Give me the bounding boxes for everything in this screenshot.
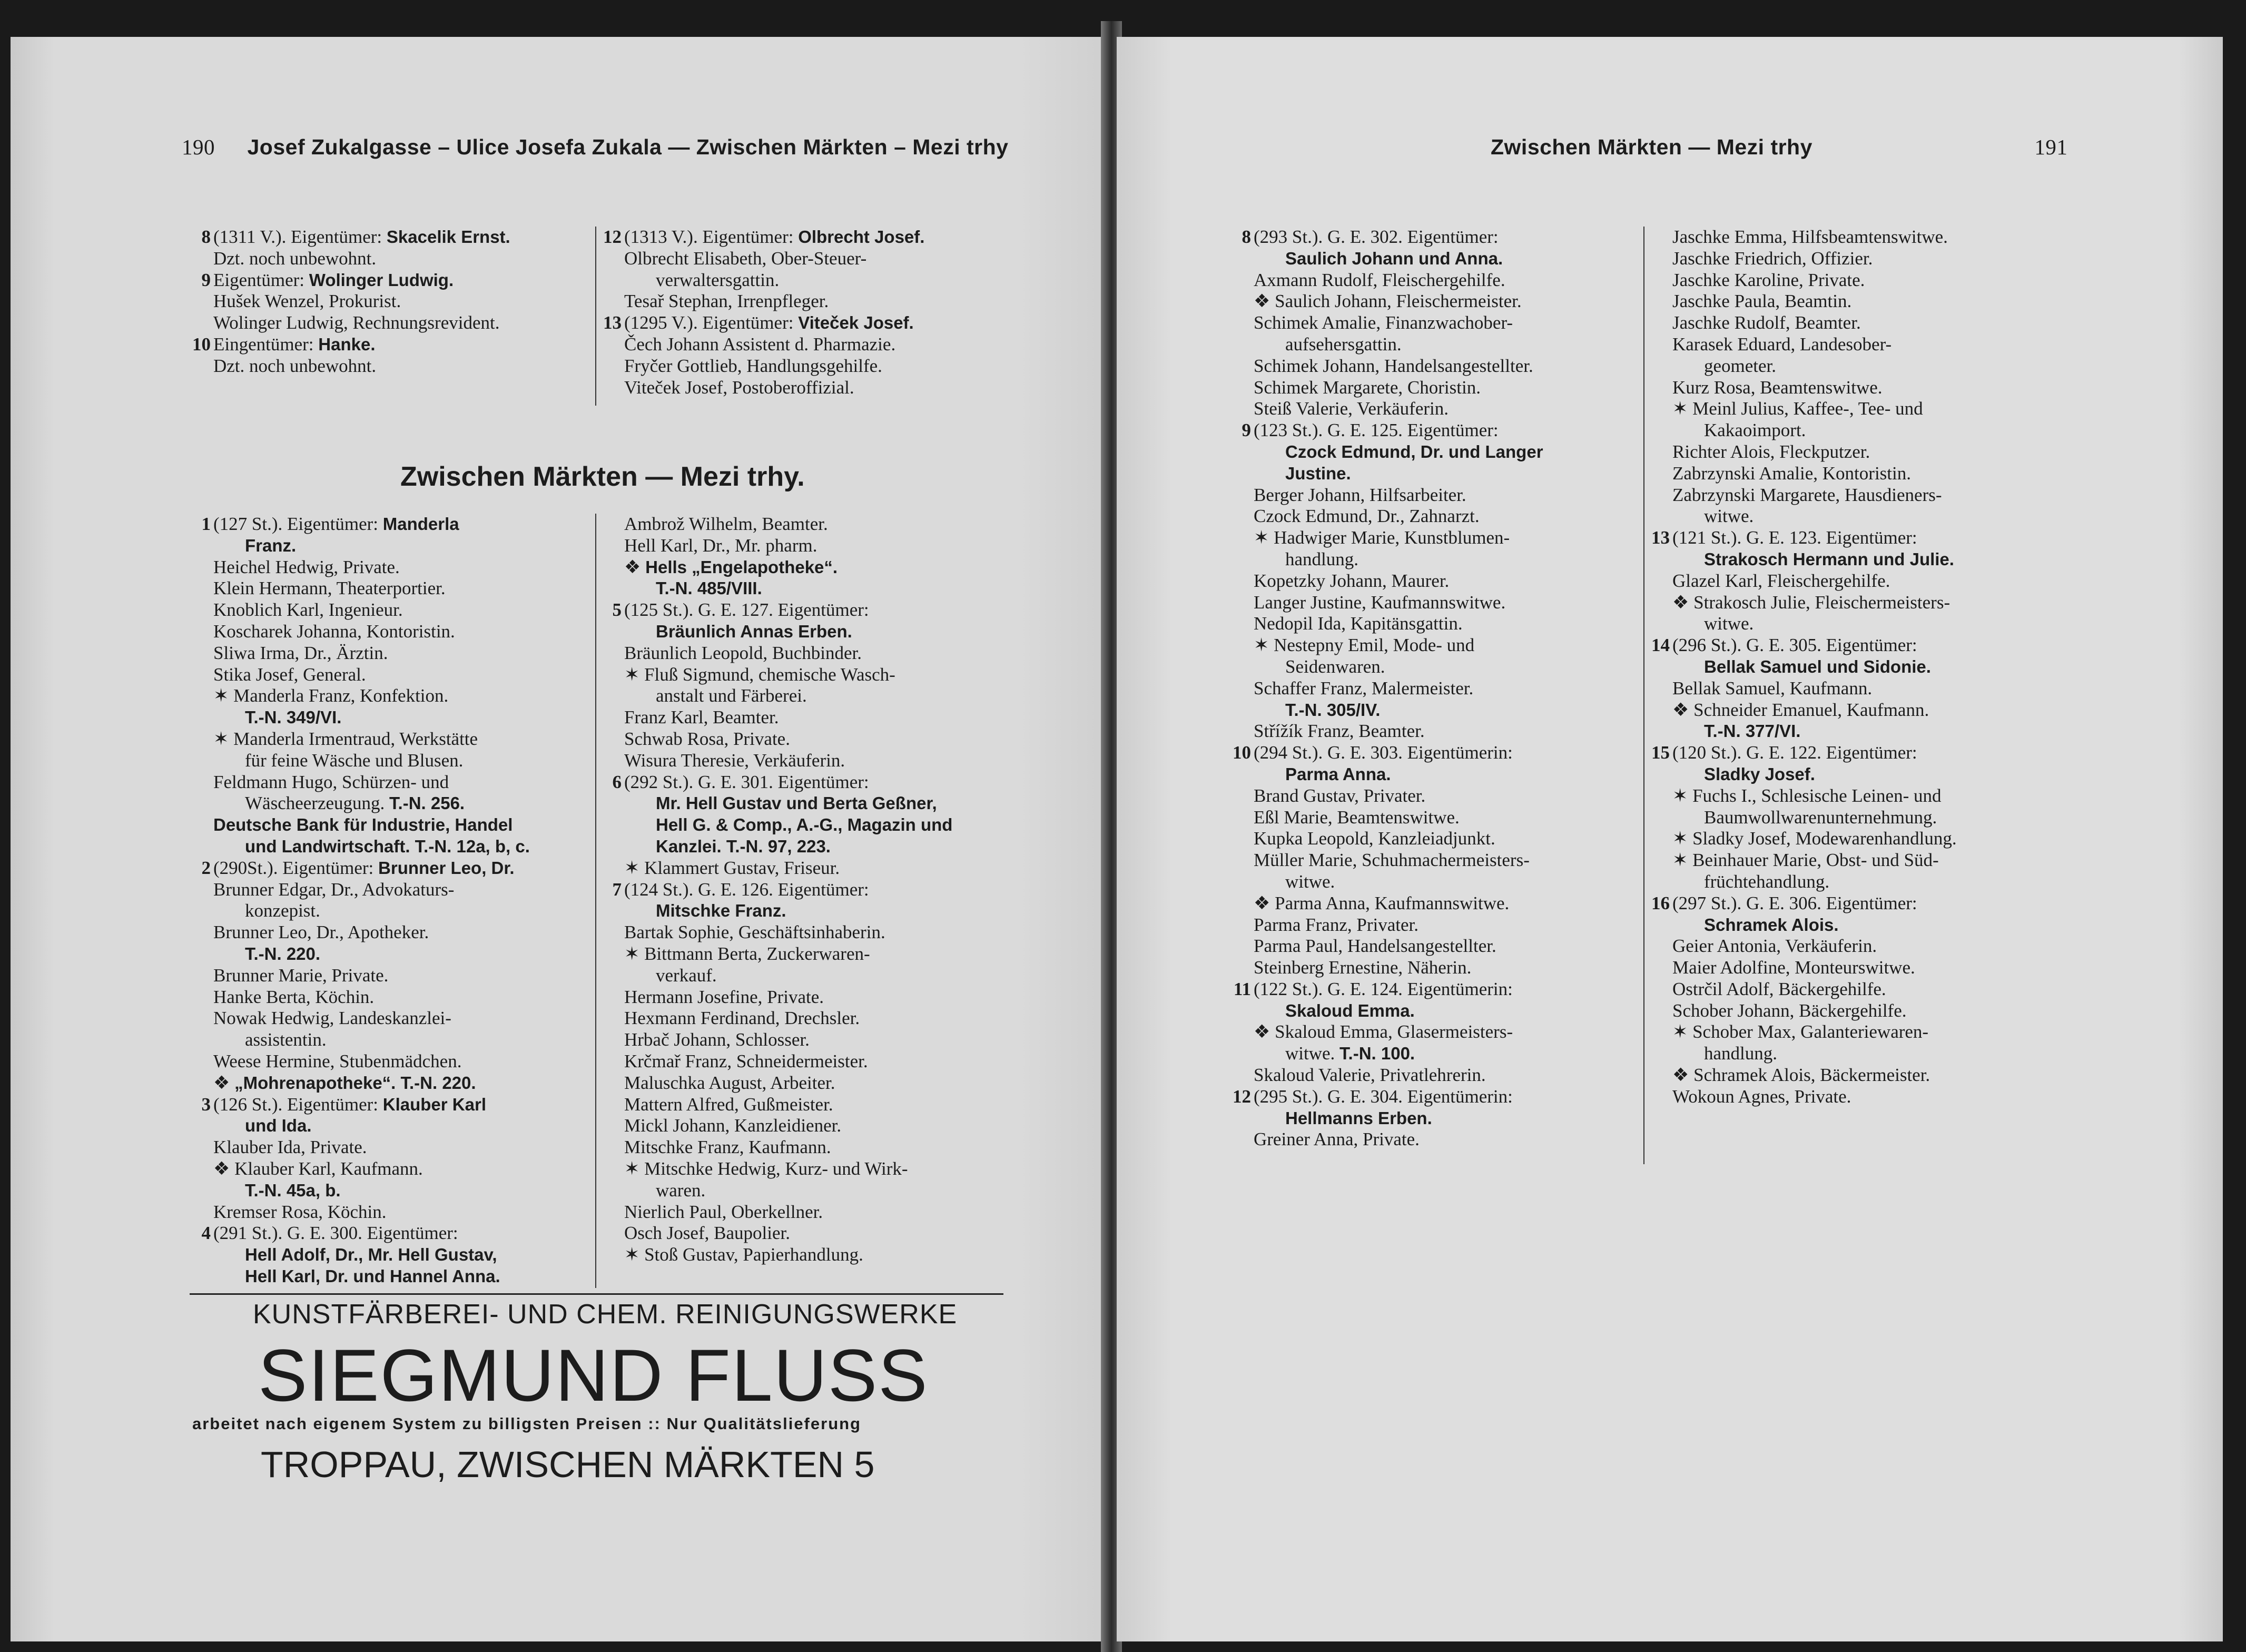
entry-line: T.-N. 349/VI. (245, 707, 342, 727)
entry-line: Baumwollwarenunternehmung. (1704, 807, 1937, 828)
right-col1 (1230, 227, 1683, 1150)
ad-company-name: SIEGMUND FLUSS (258, 1334, 929, 1417)
entry-line: (120 St.). G. E. 122. Eigentümer: (1672, 742, 1917, 763)
directory-entry (190, 1094, 590, 1223)
entry-line: Knoblich Karl, Ingenieur. (213, 599, 403, 621)
entry-line: ✶ Fluß Sigmund, chemische Wasch- (624, 664, 895, 685)
entry-line: Bartak Sophie, Geschäftsinhaberin. (624, 922, 885, 943)
entry-line: Feldmann Hugo, Schürzen- und (213, 771, 449, 792)
entry-line: Hušek Wenzel, Prokurist. (213, 291, 401, 312)
entry-line: ❖ Saulich Johann, Fleischermeister. (1254, 291, 1522, 312)
entry-line: Nedopil Ida, Kapitänsgattin. (1254, 613, 1463, 634)
entry-line: ❖ „Mohrenapotheke“. T.-N. 220. (213, 1072, 476, 1093)
right-col2 (1649, 227, 2123, 1108)
entry-line: witwe. T.-N. 100. (1285, 1043, 1415, 1064)
entry-line: Maluschka August, Arbeiter. (624, 1072, 835, 1093)
entry-line: ✶ Klammert Gustav, Friseur. (624, 857, 840, 878)
entry-line: Hell Adolf, Dr., Mr. Hell Gustav, (245, 1245, 497, 1265)
entry-line: (292 St.). G. E. 301. Eigentümer: (624, 771, 869, 792)
entry-line: Ambrož Wilhelm, Beamter. (624, 514, 828, 534)
entry-line: Franz. (245, 535, 297, 555)
entry-line: Hell Karl, Dr. und Hannel Anna. (245, 1266, 500, 1286)
house-number: 12 (1233, 1086, 1251, 1107)
entry-line: Hrbač Johann, Schlosser. (624, 1029, 810, 1050)
entry-line: Richter Alois, Fleckputzer. (1672, 441, 1870, 462)
entry-line: ✶ Sladky Josef, Modewarenhandlung. (1672, 828, 1957, 849)
entry-line: Hell Karl, Dr., Mr. pharm. (624, 535, 817, 556)
house-number: 13 (603, 312, 622, 333)
entry-line: Schimek Margarete, Choristin. (1254, 377, 1481, 398)
house-number: 1 (201, 514, 211, 534)
entry-line: Karasek Eduard, Landesober- (1672, 333, 1892, 355)
entry-line: Hexmann Ferdinand, Drechsler. (624, 1008, 860, 1029)
entry-line: (127 St.). Eigentümer: Manderla (213, 514, 459, 534)
left-running-title: Josef Zukalgasse – Ulice Josefa Zukala — Zwischen Märkten – Mezi trhy (247, 135, 1009, 159)
entry-line: Czock Edmund, Dr. und Langer (1285, 441, 1543, 461)
entry-line: ✶ Hadwiger Marie, Kunstblumen- (1254, 527, 1510, 548)
entry-line: Sliwa Irma, Dr., Ärztin. (213, 642, 388, 663)
entry-line: ✶ Manderla Irmentraud, Werkstätte (213, 728, 478, 749)
left-page (11, 37, 1106, 1641)
entry-line: Czock Edmund, Dr., Zahnarzt. (1254, 506, 1480, 527)
entry-line: Klein Hermann, Theaterportier. (213, 578, 446, 599)
entry-line: ✶ Schober Max, Galanteriewaren- (1672, 1021, 1929, 1043)
entry-line: waren. (656, 1179, 706, 1201)
entry-line: Wolinger Ludwig, Rechnungsrevident. (213, 312, 500, 333)
entry-line: Wokoun Agnes, Private. (1672, 1086, 1851, 1107)
entry-line: Brunner Edgar, Dr., Advokaturs- (213, 879, 455, 900)
left-col2-top (600, 227, 1011, 398)
entry-line: (126 St.). Eigentümer: Klauber Karl (213, 1094, 486, 1115)
entry-line: Brunner Marie, Private. (213, 965, 389, 986)
house-number: 10 (1233, 742, 1251, 763)
entry-line: Jaschke Paula, Beamtin. (1672, 291, 1852, 312)
entry-line: witwe. (1285, 871, 1335, 892)
entry-line: (296 St.). G. E. 305. Eigentümer: (1672, 635, 1917, 656)
directory-entry (600, 879, 1022, 1266)
entry-line: T.-N. 45a, b. (245, 1180, 341, 1200)
directory-entry (1649, 527, 2123, 635)
house-number: 4 (201, 1223, 211, 1244)
entry-line: ✶ Fuchs I., Schlesische Leinen- und (1672, 785, 1942, 806)
directory-entry (190, 334, 590, 377)
entry-line: Jaschke Emma, Hilfsbeamtenswitwe. (1672, 227, 1948, 247)
directory-entry (1649, 742, 2123, 893)
entry-line: (295 St.). G. E. 304. Eigentümerin: (1254, 1086, 1513, 1107)
entry-line: Mitschke Franz, Kaufmann. (624, 1137, 831, 1158)
house-number: 5 (612, 599, 622, 621)
house-number: 9 (201, 269, 211, 290)
entry-line: Geier Antonia, Verkäuferin. (1672, 936, 1877, 957)
entry-line: Zabrzynski Margarete, Hausdieners- (1672, 484, 1942, 505)
directory-entry (1230, 979, 1683, 1086)
entry-line: Sladky Josef. (1704, 764, 1815, 784)
directory-entry (1649, 227, 2123, 527)
entry-line: aufsehersgattin. (1285, 333, 1402, 355)
entry-line: Schaffer Franz, Malermeister. (1254, 677, 1474, 699)
entry-line: ❖ Hells „Engelapotheke“. (624, 556, 838, 577)
entry-line: Skaloud Valerie, Privatlehrerin. (1254, 1065, 1486, 1086)
entry-line: T.-N. 220. (245, 943, 321, 963)
entry-line: (1295 V.). Eigentümer: Viteček Josef. (624, 312, 914, 333)
entry-line: Mattern Alfred, Gußmeister. (624, 1094, 833, 1115)
entry-line: ❖ Skaloud Emma, Glasermeisters- (1254, 1021, 1513, 1043)
entry-line: Kurz Rosa, Beamtenswitwe. (1672, 377, 1883, 398)
entry-line: ✶ Mitschke Hedwig, Kurz- und Wirk- (624, 1158, 908, 1179)
entry-line: Heichel Hedwig, Private. (213, 556, 400, 577)
entry-line: Schramek Alois. (1704, 914, 1839, 935)
entry-line: T.-N. 485/VIII. (656, 578, 762, 598)
entry-line: handlung. (1285, 548, 1359, 569)
entry-line: Hanke Berta, Köchin. (213, 986, 375, 1007)
ad-slogan: arbeitet nach eigenem System zu billigsten Preisen :: Nur Qualitätslieferung (192, 1414, 861, 1433)
house-number: 6 (612, 771, 622, 792)
entry-line: Schimek Johann, Handelsangestellter. (1254, 355, 1533, 376)
entry-line: Eßl Marie, Beamtenswitwe. (1254, 807, 1460, 828)
directory-entry (600, 312, 1011, 398)
entry-line: Brunner Leo, Dr., Apotheker. (213, 922, 429, 943)
directory-entry (1230, 1086, 1683, 1150)
ad-tagline: KUNSTFÄRBEREI- UND CHEM. REINIGUNGSWERKE (253, 1299, 958, 1330)
entry-line: verkauf. (656, 965, 717, 986)
entry-line: ✶ Stoß Gustav, Papierhandlung. (624, 1244, 863, 1265)
entry-line: Jaschke Friedrich, Offizier. (1672, 248, 1873, 269)
entry-line: Schober Johann, Bäckergehilfe. (1672, 1000, 1907, 1021)
entry-line: Langer Justine, Kaufmannswitwe. (1254, 592, 1506, 613)
entry-line: Bellak Samuel und Sidonie. (1704, 656, 1931, 676)
entry-line: verwaltersgattin. (656, 269, 780, 290)
left-col2 (600, 514, 1022, 1266)
house-number: 2 (201, 857, 211, 878)
entry-line: Parma Franz, Privater. (1254, 914, 1418, 935)
entry-line: Schwab Rosa, Private. (624, 728, 790, 749)
column-divider (595, 514, 596, 1288)
entry-line: Steinberg Ernestine, Näherin. (1254, 957, 1472, 978)
entry-line: (294 St.). G. E. 303. Eigentümerin: (1254, 742, 1513, 763)
directory-entry (190, 270, 590, 334)
entry-line: Nierlich Paul, Oberkellner. (624, 1201, 823, 1222)
entry-line: geometer. (1704, 355, 1777, 376)
house-number: 8 (201, 227, 211, 247)
entry-line: und Landwirtschaft. T.-N. 12a, b, c. (245, 836, 530, 856)
entry-line: Berger Johann, Hilfsarbeiter. (1254, 484, 1466, 505)
left-header (182, 134, 1008, 160)
entry-line: ❖ Klauber Karl, Kaufmann. (213, 1158, 423, 1179)
ad-top-rule (190, 1293, 1003, 1295)
entry-line: Müller Marie, Schuhmachermeisters- (1254, 850, 1530, 871)
directory-entry (1649, 893, 2123, 1108)
entry-line: witwe. (1704, 613, 1754, 634)
entry-line: ✶ Beinhauer Marie, Obst- und Süd- (1672, 850, 1939, 871)
house-number: 7 (612, 879, 622, 900)
entry-line: Čech Johann Assistent d. Pharmazie. (624, 333, 896, 355)
entry-line: Justine. (1285, 463, 1351, 483)
house-number: 10 (192, 333, 211, 355)
entry-line: Eingentümer: Hanke. (213, 333, 376, 355)
directory-entry (600, 599, 1022, 771)
entry-line: (291 St.). G. E. 300. Eigentümer: (213, 1223, 458, 1244)
entry-line: Nowak Hedwig, Landeskanzlei- (213, 1008, 451, 1029)
entry-line: Greiner Anna, Private. (1254, 1129, 1420, 1150)
entry-line: Kremser Rosa, Köchin. (213, 1201, 387, 1222)
entry-line: ✶ Manderla Franz, Konfektion. (213, 685, 449, 706)
entry-line: (1311 V.). Eigentümer: Skacelik Ernst. (213, 227, 510, 247)
entry-line: Mr. Hell Gustav und Berta Geßner, (656, 793, 937, 813)
column-divider (1643, 227, 1644, 1164)
entry-line: assistentin. (245, 1029, 327, 1050)
entry-line: Skaloud Emma. (1285, 1000, 1415, 1020)
entry-line: Weese Hermine, Stubenmädchen. (213, 1050, 462, 1071)
entry-line: Střížík Franz, Beamter. (1254, 721, 1425, 742)
house-number: 3 (201, 1094, 211, 1115)
entry-line: Fryčer Gottlieb, Handlungsgehilfe. (624, 355, 882, 376)
entry-line: Mitschke Franz. (656, 901, 786, 921)
house-number: 15 (1651, 742, 1670, 763)
entry-line: T.-N. 305/IV. (1285, 700, 1381, 720)
entry-line: Kupka Leopold, Kanzleiadjunkt. (1254, 828, 1495, 849)
directory-entry (1230, 227, 1683, 420)
directory-entry (600, 772, 1022, 879)
directory-entry (190, 227, 590, 270)
left-col1-top (190, 227, 590, 377)
entry-line: Dzt. noch unbewohnt. (213, 355, 377, 376)
entry-line: ❖ Strakosch Julie, Fleischermeisters- (1672, 592, 1951, 613)
entry-line: Koscharek Johanna, Kontoristin. (213, 621, 455, 642)
entry-line: ❖ Schramek Alois, Bäckermeister. (1672, 1065, 1930, 1086)
entry-line: anstalt und Färberei. (656, 685, 807, 706)
entry-line: Osch Josef, Baupolier. (624, 1223, 790, 1244)
entry-line: Parma Anna. (1285, 764, 1391, 784)
entry-line: ✶ Meinl Julius, Kaffee-, Tee- und (1672, 398, 1923, 419)
entry-line: (125 St.). G. E. 127. Eigentümer: (624, 599, 869, 621)
directory-entry (190, 1223, 590, 1287)
entry-line: früchtehandlung. (1704, 871, 1830, 892)
directory-entry (1649, 635, 2123, 742)
column-divider (595, 227, 596, 406)
entry-line: Wisura Theresie, Verkäuferin. (624, 750, 845, 771)
entry-line: Wäscheerzeugung. T.-N. 256. (245, 793, 465, 814)
entry-line: (122 St.). G. E. 124. Eigentümerin: (1254, 978, 1513, 999)
entry-line: (297 St.). G. E. 306. Eigentümer: (1672, 892, 1917, 913)
entry-line: Parma Paul, Handelsangestellter. (1254, 936, 1496, 957)
entry-line: Bräunlich Annas Erben. (656, 621, 852, 641)
entry-line: Bräunlich Leopold, Buchbinder. (624, 642, 862, 663)
entry-line: Schimek Amalie, Finanzwachober- (1254, 312, 1513, 333)
entry-line: Axmann Rudolf, Fleischergehilfe. (1254, 269, 1505, 290)
right-header (1491, 134, 2067, 160)
house-number: 8 (1242, 227, 1251, 247)
house-number: 11 (1233, 978, 1251, 999)
entry-line: Steiß Valerie, Verkäuferin. (1254, 398, 1449, 419)
directory-entry (190, 514, 590, 858)
entry-line: Bellak Samuel, Kaufmann. (1672, 677, 1873, 699)
right-running-title: Zwischen Märkten — Mezi trhy (1491, 135, 1812, 159)
section-title: Zwischen Märkten — Mezi trhy. (400, 461, 805, 492)
entry-line: ✶ Bittmann Berta, Zuckerwaren- (624, 943, 870, 964)
entry-line: Mickl Johann, Kanzleidiener. (624, 1115, 842, 1136)
entry-line: Stika Josef, General. (213, 664, 366, 685)
entry-line: (124 St.). G. E. 126. Eigentümer: (624, 879, 869, 900)
house-number: 9 (1242, 420, 1251, 441)
entry-line: Ostrčil Adolf, Bäckergehilfe. (1672, 978, 1886, 999)
entry-line: Saulich Johann und Anna. (1285, 248, 1503, 268)
entry-line: Seidenwaren. (1285, 656, 1385, 677)
house-number: 16 (1651, 892, 1670, 913)
entry-line: Eigentümer: Wolinger Ludwig. (213, 269, 454, 290)
entry-line: Kakaoimport. (1704, 420, 1806, 441)
entry-line: Kanzlei. T.-N. 97, 223. (656, 836, 831, 856)
directory-entry (600, 514, 1022, 599)
entry-line: Jaschke Rudolf, Beamter. (1672, 312, 1861, 333)
entry-line: und Ida. (245, 1116, 312, 1136)
entry-line: Kopetzky Johann, Maurer. (1254, 570, 1450, 591)
left-page-number: 190 (182, 135, 215, 159)
directory-entry (1230, 420, 1683, 742)
entry-line: Krčmař Franz, Schneidermeister. (624, 1050, 868, 1071)
directory-entry (190, 858, 590, 1094)
entry-line: Strakosch Hermann und Julie. (1704, 549, 1954, 569)
entry-line: Jaschke Karoline, Private. (1672, 269, 1865, 290)
entry-line: witwe. (1704, 506, 1754, 527)
house-number: 13 (1651, 527, 1670, 548)
entry-line: Hellmanns Erben. (1285, 1108, 1432, 1128)
entry-line: Olbrecht Elisabeth, Ober-Steuer- (624, 248, 867, 269)
entry-line: (123 St.). G. E. 125. Eigentümer: (1254, 420, 1499, 441)
entry-line: konzepist. (245, 900, 320, 921)
left-col1 (190, 514, 590, 1287)
entry-line: (121 St.). G. E. 123. Eigentümer: (1672, 527, 1917, 548)
right-page-number: 191 (2034, 135, 2068, 159)
entry-line: Franz Karl, Beamter. (624, 707, 779, 728)
house-number: 14 (1651, 635, 1670, 656)
entry-line: Hermann Josefine, Private. (624, 986, 824, 1007)
entry-line: Klauber Ida, Private. (213, 1137, 367, 1158)
entry-line: T.-N. 377/VI. (1704, 721, 1801, 741)
directory-entry (1230, 742, 1683, 979)
entry-line: Zabrzynski Amalie, Kontoristin. (1672, 463, 1911, 484)
entry-line: Dzt. noch unbewohnt. (213, 248, 377, 269)
entry-line: Deutsche Bank für Industrie, Handel (213, 815, 513, 835)
entry-line: handlung. (1704, 1043, 1778, 1064)
entry-line: Maier Adolfine, Monteurswitwe. (1672, 957, 1915, 978)
entry-line: für feine Wäsche und Blusen. (245, 750, 464, 771)
directory-entry (600, 227, 1011, 312)
house-number: 12 (603, 227, 622, 247)
entry-line: (290St.). Eigentümer: Brunner Leo, Dr. (213, 857, 515, 878)
entry-line: Viteček Josef, Postoberoffizial. (624, 377, 854, 398)
entry-line: ✶ Nestepny Emil, Mode- und (1254, 635, 1475, 656)
entry-line: Glazel Karl, Fleischergehilfe. (1672, 570, 1890, 591)
ad-address: TROPPAU, ZWISCHEN MÄRKTEN 5 (261, 1444, 875, 1485)
entry-line: (293 St.). G. E. 302. Eigentümer: (1254, 227, 1499, 247)
right-page (1117, 37, 2223, 1641)
entry-line: ❖ Parma Anna, Kaufmannswitwe. (1254, 892, 1510, 913)
entry-line: ❖ Schneider Emanuel, Kaufmann. (1672, 699, 1929, 720)
entry-line: Hell G. & Comp., A.-G., Magazin und (656, 815, 953, 835)
entry-line: Brand Gustav, Privater. (1254, 785, 1426, 806)
entry-line: Tesař Stephan, Irrenpfleger. (624, 291, 829, 312)
entry-line: (1313 V.). Eigentümer: Olbrecht Josef. (624, 227, 925, 247)
